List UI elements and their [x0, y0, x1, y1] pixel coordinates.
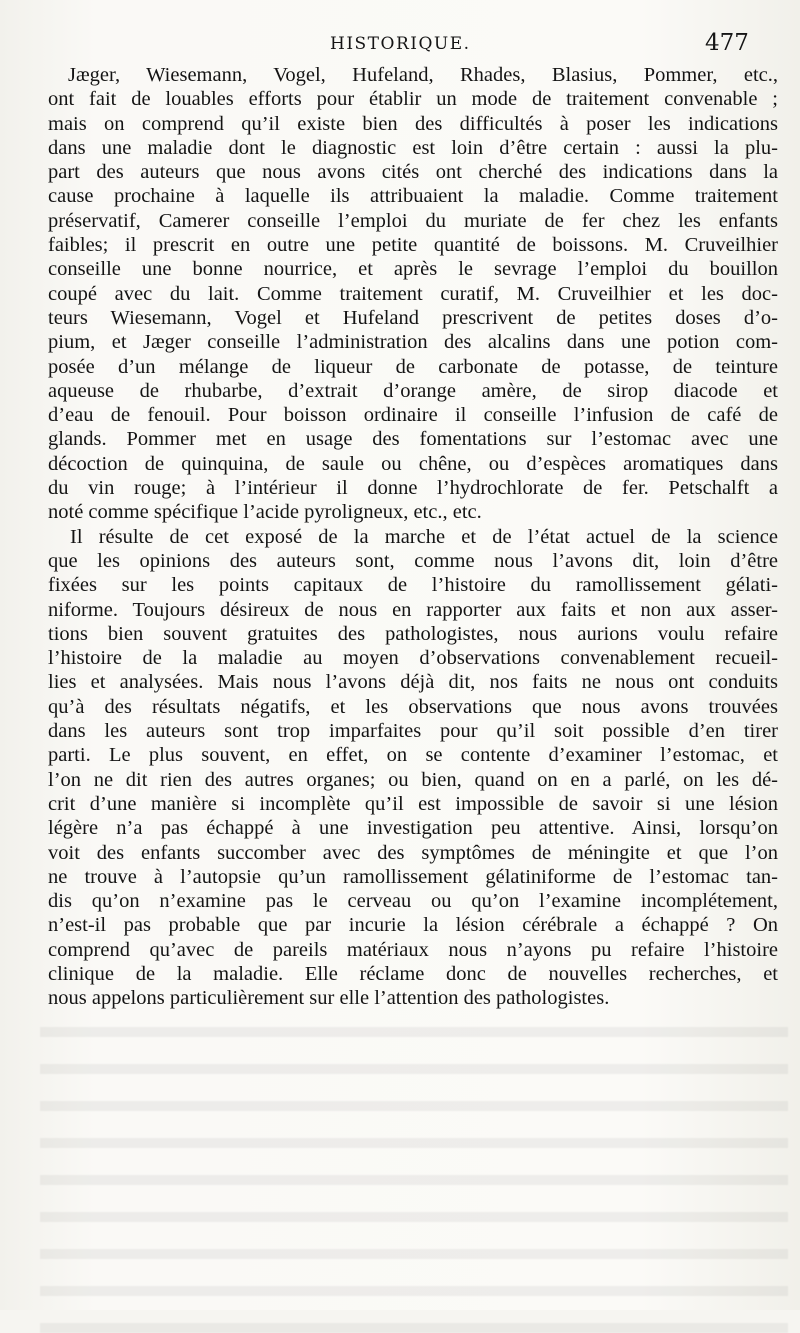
text-line: voit des enfants succomber avec des symptômes de méningite et que l’on [48, 841, 778, 864]
text-line: n’est-il pas probable que par incurie la lésion cérébrale a échappé ? On [48, 914, 778, 937]
page-number: 477 [705, 30, 749, 56]
text-line: du vin rouge; à l’intérieur il donne l’hydrochlorate de fer. Petschalft a [48, 477, 778, 500]
text-line: Jæger, Wiesemann, Vogel, Hufeland, Rhades, Blasius, Pommer, etc., [68, 64, 778, 86]
text-line: décoction de quinquina, de saule ou chêne, ou d’espèces aromatiques dans [48, 452, 778, 475]
page-header [0, 30, 800, 64]
text-line: l’histoire de la maladie au moyen d’observations convenablement recueil- [48, 647, 778, 670]
text-line: aqueuse de rhubarbe, d’extrait d’orange amère, de sirop diacode et [48, 379, 778, 402]
running-title: HISTORIQUE. [330, 34, 471, 54]
body-text [48, 63, 778, 1011]
text-line: tions bien souvent gratuites des pathologistes, nous aurions voulu refaire [48, 622, 778, 645]
text-line: parti. Le plus souvent, en effet, on se contente d’examiner l’estomac, et [48, 744, 778, 767]
text-line: qu’à des résultats négatifs, et les observations que nous avons trouvées [48, 695, 778, 718]
text-line: niforme. Toujours désireux de nous en rapporter aux faits et non aux asser- [48, 598, 778, 621]
text-line: crit d’une manière si incomplète qu’il est impossible de savoir si une lésion [48, 792, 778, 815]
text-line: l’on ne dit rien des autres organes; ou bien, quand on en a parlé, on les dé- [48, 768, 778, 791]
text-line: coupé avec du lait. Comme traitement curatif, M. Cruveilhier et les doc- [48, 282, 778, 305]
text-line: Il résulte de cet exposé de la marche et de l’état actuel de la science [70, 525, 778, 548]
text-line: dans une maladie dont le diagnostic est loin d’être certain : aussi la plu- [48, 136, 778, 159]
text-line: posée d’un mélange de liqueur de carbonate de potasse, de teinture [48, 355, 778, 378]
text-line: d’eau de fenouil. Pour boisson ordinaire il conseille l’infusion de café de [48, 404, 778, 427]
text-line: fixées sur les points capitaux de l’histoire du ramollissement gélati- [48, 574, 778, 597]
text-line: lies et analysées. Mais nous l’avons déjà dit, nos faits ne nous ont conduits [48, 671, 778, 694]
text-line: cause prochaine à laquelle ils attribuaient la maladie. Comme traitement [48, 185, 778, 208]
text-line: faibles; il prescrit en outre une petite quantité de boissons. M. Cruveilhier [48, 234, 778, 257]
text-line: comprend qu’avec de pareils matériaux nous n’ayons pu refaire l’histoire [48, 938, 778, 961]
text-line: dis qu’on n’examine pas le cerveau ou qu’on l’examine incomplétement, [48, 890, 778, 913]
text-line: glands. Pommer met en usage des fomentations sur l’estomac avec une [48, 428, 778, 451]
text-line: teurs Wiesemann, Vogel et Hufeland prescrivent de petites doses d’o- [48, 306, 778, 329]
text-line: nous appelons particulièrement sur elle l’attention des pathologistes. [48, 987, 610, 1010]
text-line: dans les auteurs sont trop imparfaites pour qu’il soit possible d’en tirer [48, 720, 778, 743]
text-line: que les opinions des auteurs sont, comme nous l’avons dit, loin d’être [48, 549, 778, 572]
text-line: conseille une bonne nourrice, et après le sevrage l’emploi du bouillon [48, 258, 778, 281]
text-line: ne trouve à l’autopsie qu’un ramollissement gélatiniforme de l’estomac tan- [48, 865, 778, 888]
text-line: préservatif, Camerer conseille l’emploi du muriate de fer chez les enfants [48, 209, 778, 232]
text-line: clinique de la maladie. Elle réclame donc de nouvelles recherches, et [48, 962, 778, 985]
text-line: part des auteurs que nous avons cités ont cherché des indications dans la [48, 161, 778, 184]
text-line: noté comme spécifique l’acide pyroligneux, etc., etc. [48, 501, 482, 524]
text-line: légère n’a pas échappé à une investigation peu attentive. Ainsi, lorsqu’on [48, 817, 778, 840]
text-line: mais on comprend qu’il existe bien des difficultés à poser les indications [48, 112, 778, 135]
text-line: ont fait de louables efforts pour établir un mode de traitement convenable ; [48, 88, 778, 111]
text-line: pium, et Jæger conseille l’administration des alcalins dans une potion com- [48, 331, 778, 354]
show-through-text [0, 1000, 800, 1300]
